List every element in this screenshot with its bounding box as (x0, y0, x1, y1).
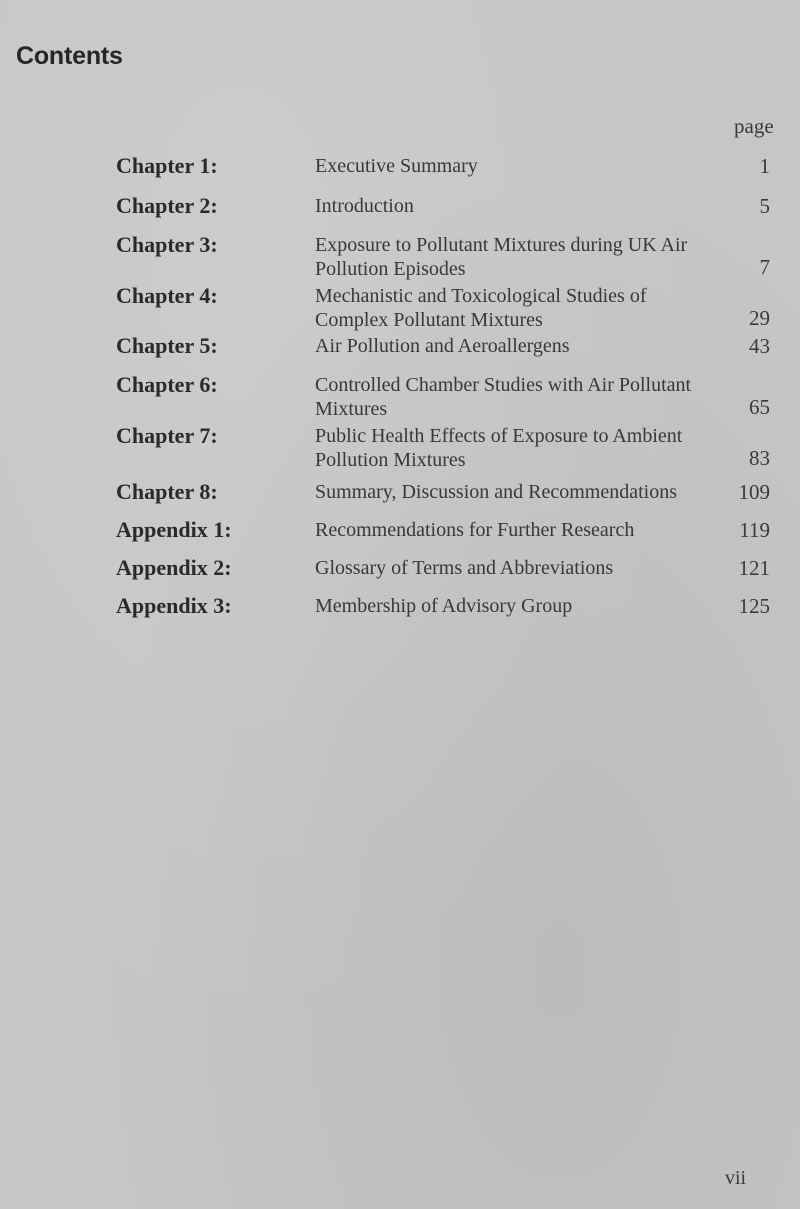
entry-page-number: 29 (749, 306, 770, 330)
entry-title: Glossary of Terms and Abbreviations (315, 557, 614, 579)
entry-title: Executive Summary (315, 155, 478, 177)
entry-title: Introduction (315, 195, 414, 217)
entry-label: Appendix 1: (116, 517, 232, 542)
entry-page-number: 65 (749, 395, 770, 419)
entry-label: Chapter 7: (116, 423, 218, 448)
entry-label: Chapter 2: (116, 193, 218, 218)
entry-page-number: 121 (738, 556, 770, 580)
entry-title: Mechanistic and Toxicological Studies of Complex Pollutant Mixtures (315, 285, 647, 331)
entry-page-number: 5 (759, 194, 770, 218)
folio-page-number: vii (725, 1167, 747, 1189)
contents-heading: Contents (16, 42, 123, 70)
entry-page-number: 109 (738, 480, 770, 504)
entry-page-number: 119 (739, 518, 770, 542)
entry-page-number: 83 (749, 446, 770, 470)
toc-entry-chapter-3[interactable] (0, 233, 800, 283)
entry-label: Chapter 6: (116, 372, 218, 397)
entry-label: Appendix 3: (116, 593, 232, 618)
entry-label: Appendix 2: (116, 555, 232, 580)
toc-entry-appendix-3[interactable] (0, 594, 800, 644)
entry-title: Air Pollution and Aeroallergens (315, 335, 570, 357)
entry-label: Chapter 8: (116, 479, 218, 504)
entry-label: Chapter 5: (116, 333, 218, 358)
entry-label: Chapter 3: (116, 232, 218, 257)
entry-label: Chapter 1: (116, 153, 218, 178)
entry-title: Summary, Discussion and Recommendations (315, 481, 677, 503)
entry-title: Membership of Advisory Group (315, 595, 573, 617)
entry-title: Public Health Effects of Exposure to Ambient Pollution Mixtures (315, 425, 683, 471)
entry-page-number: 43 (749, 334, 770, 358)
entry-page-number: 7 (759, 255, 770, 279)
entry-title: Recommendations for Further Research (315, 519, 635, 541)
entry-page-number: 125 (738, 594, 770, 618)
toc-entry-chapter-6[interactable] (0, 373, 800, 423)
toc-entry-chapter-4[interactable] (0, 284, 800, 334)
page-column-label: page (734, 114, 774, 138)
toc-entry-chapter-7[interactable] (0, 424, 800, 474)
entry-title: Exposure to Pollutant Mixtures during UK Air Pollution Episodes (315, 234, 688, 280)
entry-page-number: 1 (759, 154, 770, 178)
entry-label: Chapter 4: (116, 283, 218, 308)
entry-title: Controlled Chamber Studies with Air Pollutant Mixtures (315, 374, 692, 420)
